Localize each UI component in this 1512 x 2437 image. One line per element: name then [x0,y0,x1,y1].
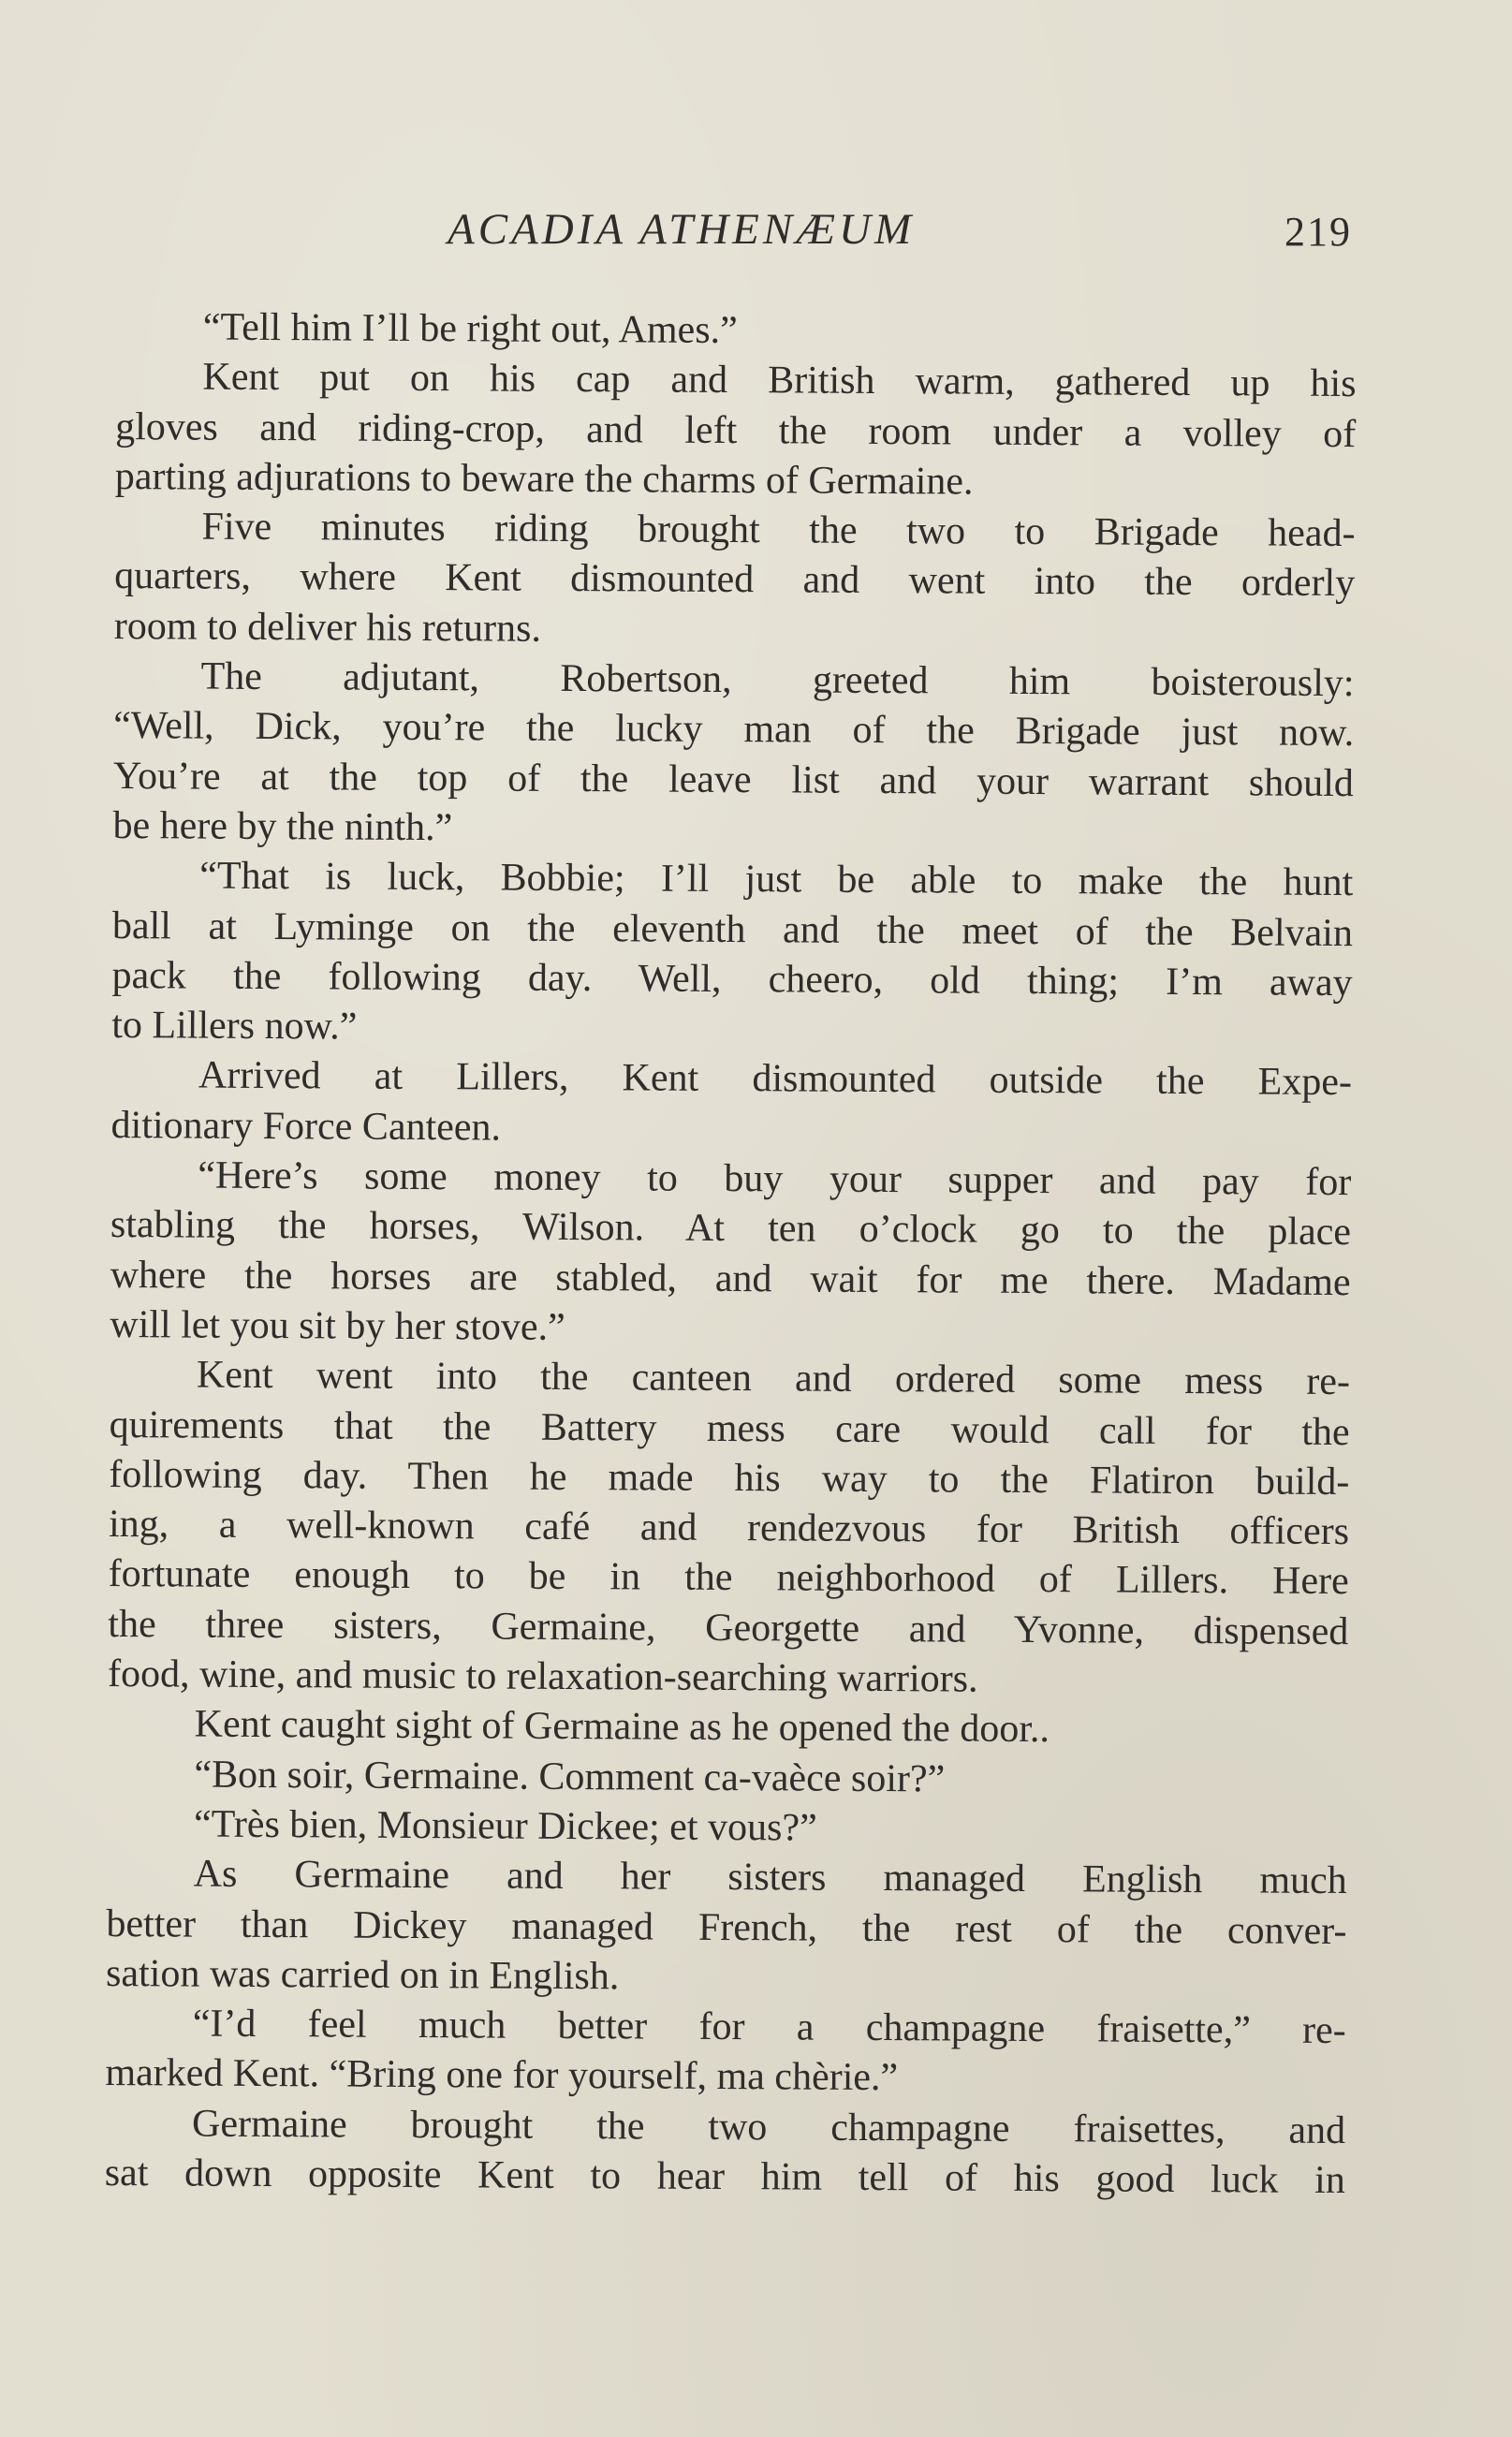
text-line: “Bon soir, Germaine. Comment ca-vaèce soir?” [194,1753,946,1801]
text-line: Five minutes riding brought the two to Brigade head- [201,505,1356,556]
text-line: “I’d feel much better for a champagne fraisette,” re- [192,2002,1346,2053]
text-line: “That is luck, Bobbie; I’ll just be able to make the hunt [199,854,1354,905]
text-line: quarters, where Kent dismounted and went into the orderly [114,554,1356,606]
text-line: room to deliver his returns. [113,604,542,651]
text-line: ditionary Force Canteen. [110,1103,502,1150]
text-line: Germaine brought the two champagne fraisettes, and [191,2102,1346,2152]
text-line: sat down opposite Kent to hear him tell of his good luck in [104,2151,1345,2203]
text-line: stabling the horses, Wilson. At ten o’clock go to the place [110,1203,1352,1255]
text-line: “Well, Dick, you’re the lucky man of the Brigade just now. [113,704,1355,756]
page-number: 219 [1284,209,1352,255]
text-line: ing, a well-known café and rendezvous for British officers [108,1503,1350,1554]
text-line: Kent went into the canteen and ordered some mess re- [196,1353,1351,1404]
text-line: quirements that the Battery mess care would call for the [109,1402,1350,1454]
text-line: gloves and riding-crop, and left the room under a volley of [115,404,1357,456]
text-line: “Très bien, Monsieur Dickee; et vous?” [193,1802,817,1850]
text-line: following day. Then he made his way to the Flatiron build- [109,1452,1350,1504]
text-line: parting adjurations to beware the charms of Germaine. [114,454,974,504]
text-line: pack the following day. Well, cheero, old thing; I’m away [111,953,1353,1005]
text-line: will let you sit by her stove.” [110,1302,565,1349]
text-line: Kent put on his cap and British warm, gathered up his [202,355,1357,406]
running-head-title: ACADIA ATHENÆUM [448,205,916,254]
text-line: Kent caught sight of Germaine as he opened the door.. [194,1702,1050,1752]
text-line: where the horses are stabled, and wait for me there. Madame [110,1253,1351,1304]
text-line: be here by the ninth.” [112,803,453,850]
text-line: sation was carried on in English. [105,1951,620,1999]
text-line: You’re at the top of the leave list and your warrant should [112,754,1355,805]
text-line: The adjutant, Robertson, greeted him boisterously: [200,654,1355,706]
text-line: the three sisters, Germaine, Georgette and Yvonne, dispensed [108,1602,1349,1653]
text-line: ball at Lyminge on the eleventh and the meet of the Belvain [111,903,1354,955]
body-text [105,302,1357,2206]
text-line: “Tell him I’ll be right out, Ames.” [202,305,738,353]
text-line: better than Dickey managed French, the rest of the conver- [106,1901,1347,1953]
text-line: “Here’s some money to buy your supper and pay for [198,1153,1352,1205]
text-line: Arrived at Lillers, Kent dismounted outside the Expe- [198,1054,1353,1105]
text-line: fortunate enough to be in the neighborhood of Lillers. Here [108,1552,1349,1604]
text-line: As Germaine and her sisters managed English much [193,1852,1347,1903]
text-line: marked Kent. “Bring one for yourself, ma chèrie.” [105,2051,899,2100]
text-line: to Lillers now.” [111,1004,358,1049]
text-line: food, wine, and music to relaxation-searching warriors. [107,1652,978,1701]
